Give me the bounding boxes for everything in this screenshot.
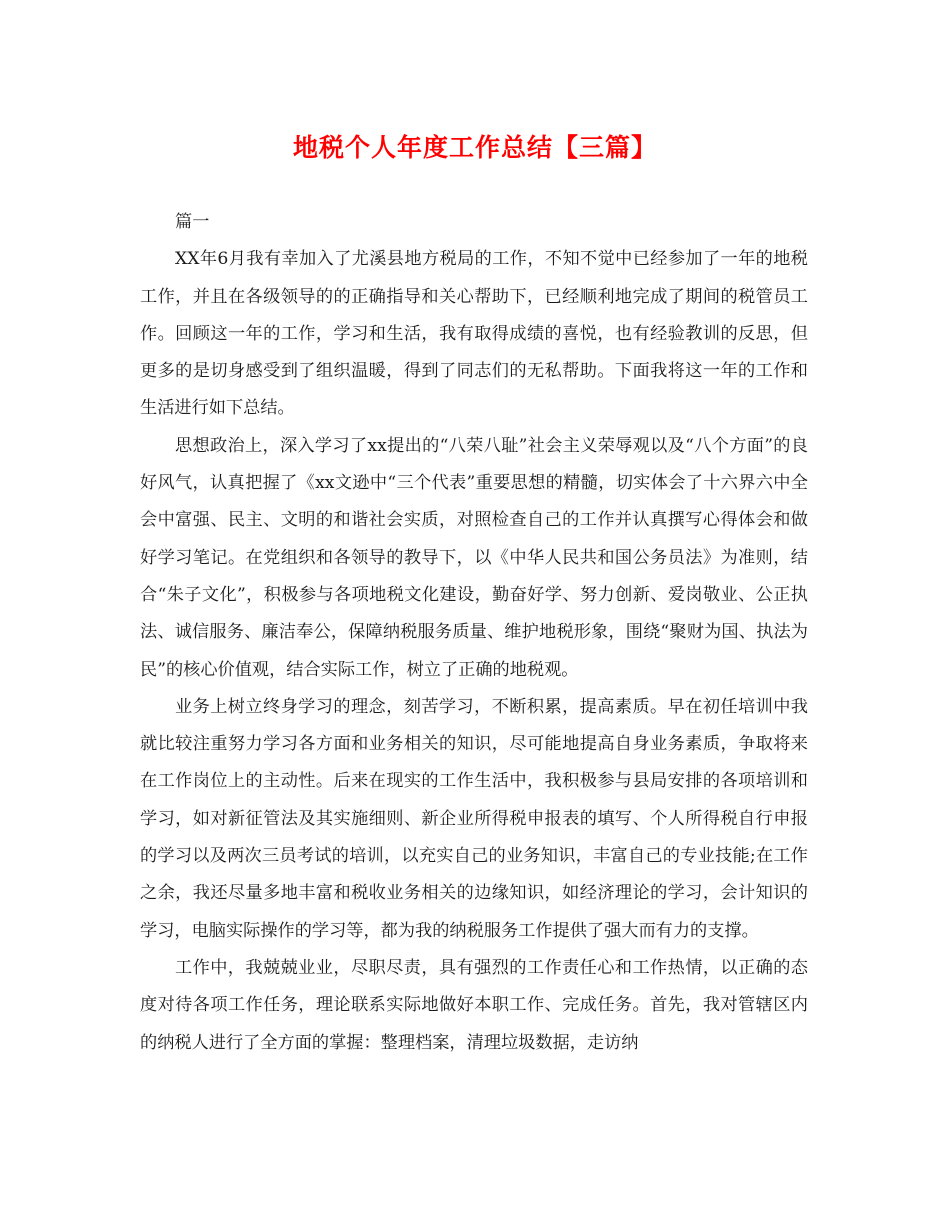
document-body: [140, 204, 808, 1062]
document-title: 地税个人年度工作总结【三篇】: [292, 133, 657, 162]
section-label: 篇一: [175, 212, 210, 232]
paragraph-4: 工作中，我兢兢业业，尽职尽责，具有强烈的工作责任心和工作热情，以正确的态度对待各项工作任务，理论联系实际地做好本职工作、完成任务。首先，我对管辖区内的纳税人进行了全方面的掌握：整理档案，清理垃圾数据，走访纳: [140, 957, 808, 1053]
paragraph-1: XX年6月我有幸加入了尤溪县地方税局的工作，不知不觉中已经参加了一年的地税工作，并且在各级领导的的正确指导和关心帮助下，已经顺利地完成了期间的税管员工作。回顾这一年的工作，学习和生活，我有取得成绩的喜悦，也有经验教训的反思，但更多的是切身感受到了组织温暖，得到了同志们的无私帮助。下面我将这一年的工作和生活进行如下总结。: [140, 249, 808, 419]
paragraph-3: 业务上树立终身学习的理念，刻苦学习，不断积累，提高素质。早在初任培训中我就比较注重努力学习各方面和业务相关的知识，尽可能地提高自身业务素质，争取将来在工作岗位上的主动性。后来在现实的工作生活中，我积极参与县局安排的各项培训和学习，如对新征管法及其实施细则、新企业所得税申报表的填写、个人所得税自行申报的学习以及两次三员考试的培训，以充实自己的业务知识，丰富自己的专业技能;在工作之余，我还尽量多地丰富和税收业务相关的边缘知识，如经济理论的学习，会计知识的学习，电脑实际操作的学习等，都为我的纳税服务工作提供了强大而有力的支撑。: [140, 696, 808, 941]
paragraph-2: 思想政治上，深入学习了xx提出的“八荣八耻”社会主义荣辱观以及“八个方面”的良好风气，认真把握了《xx文逊中“三个代表”重要思想的精髓，切实体会了十六界六中全会中富强、民主、文明的和谐社会实质，对照检查自己的工作并认真撰写心得体会和做好学习笔记。在党组织和各领导的教导下，以《中华人民共和国公务员法》为准则，结合“朱子文化”，积极参与各项地税文化建设，勤奋好学、努力创新、爱岗敬业、公正执法、诚信服务、廉洁奉公，保障纳税服务质量、维护地税形象，围绕“聚财为国、执法为民”的核心价值观，结合实际工作，树立了正确的地税观。: [140, 435, 808, 680]
